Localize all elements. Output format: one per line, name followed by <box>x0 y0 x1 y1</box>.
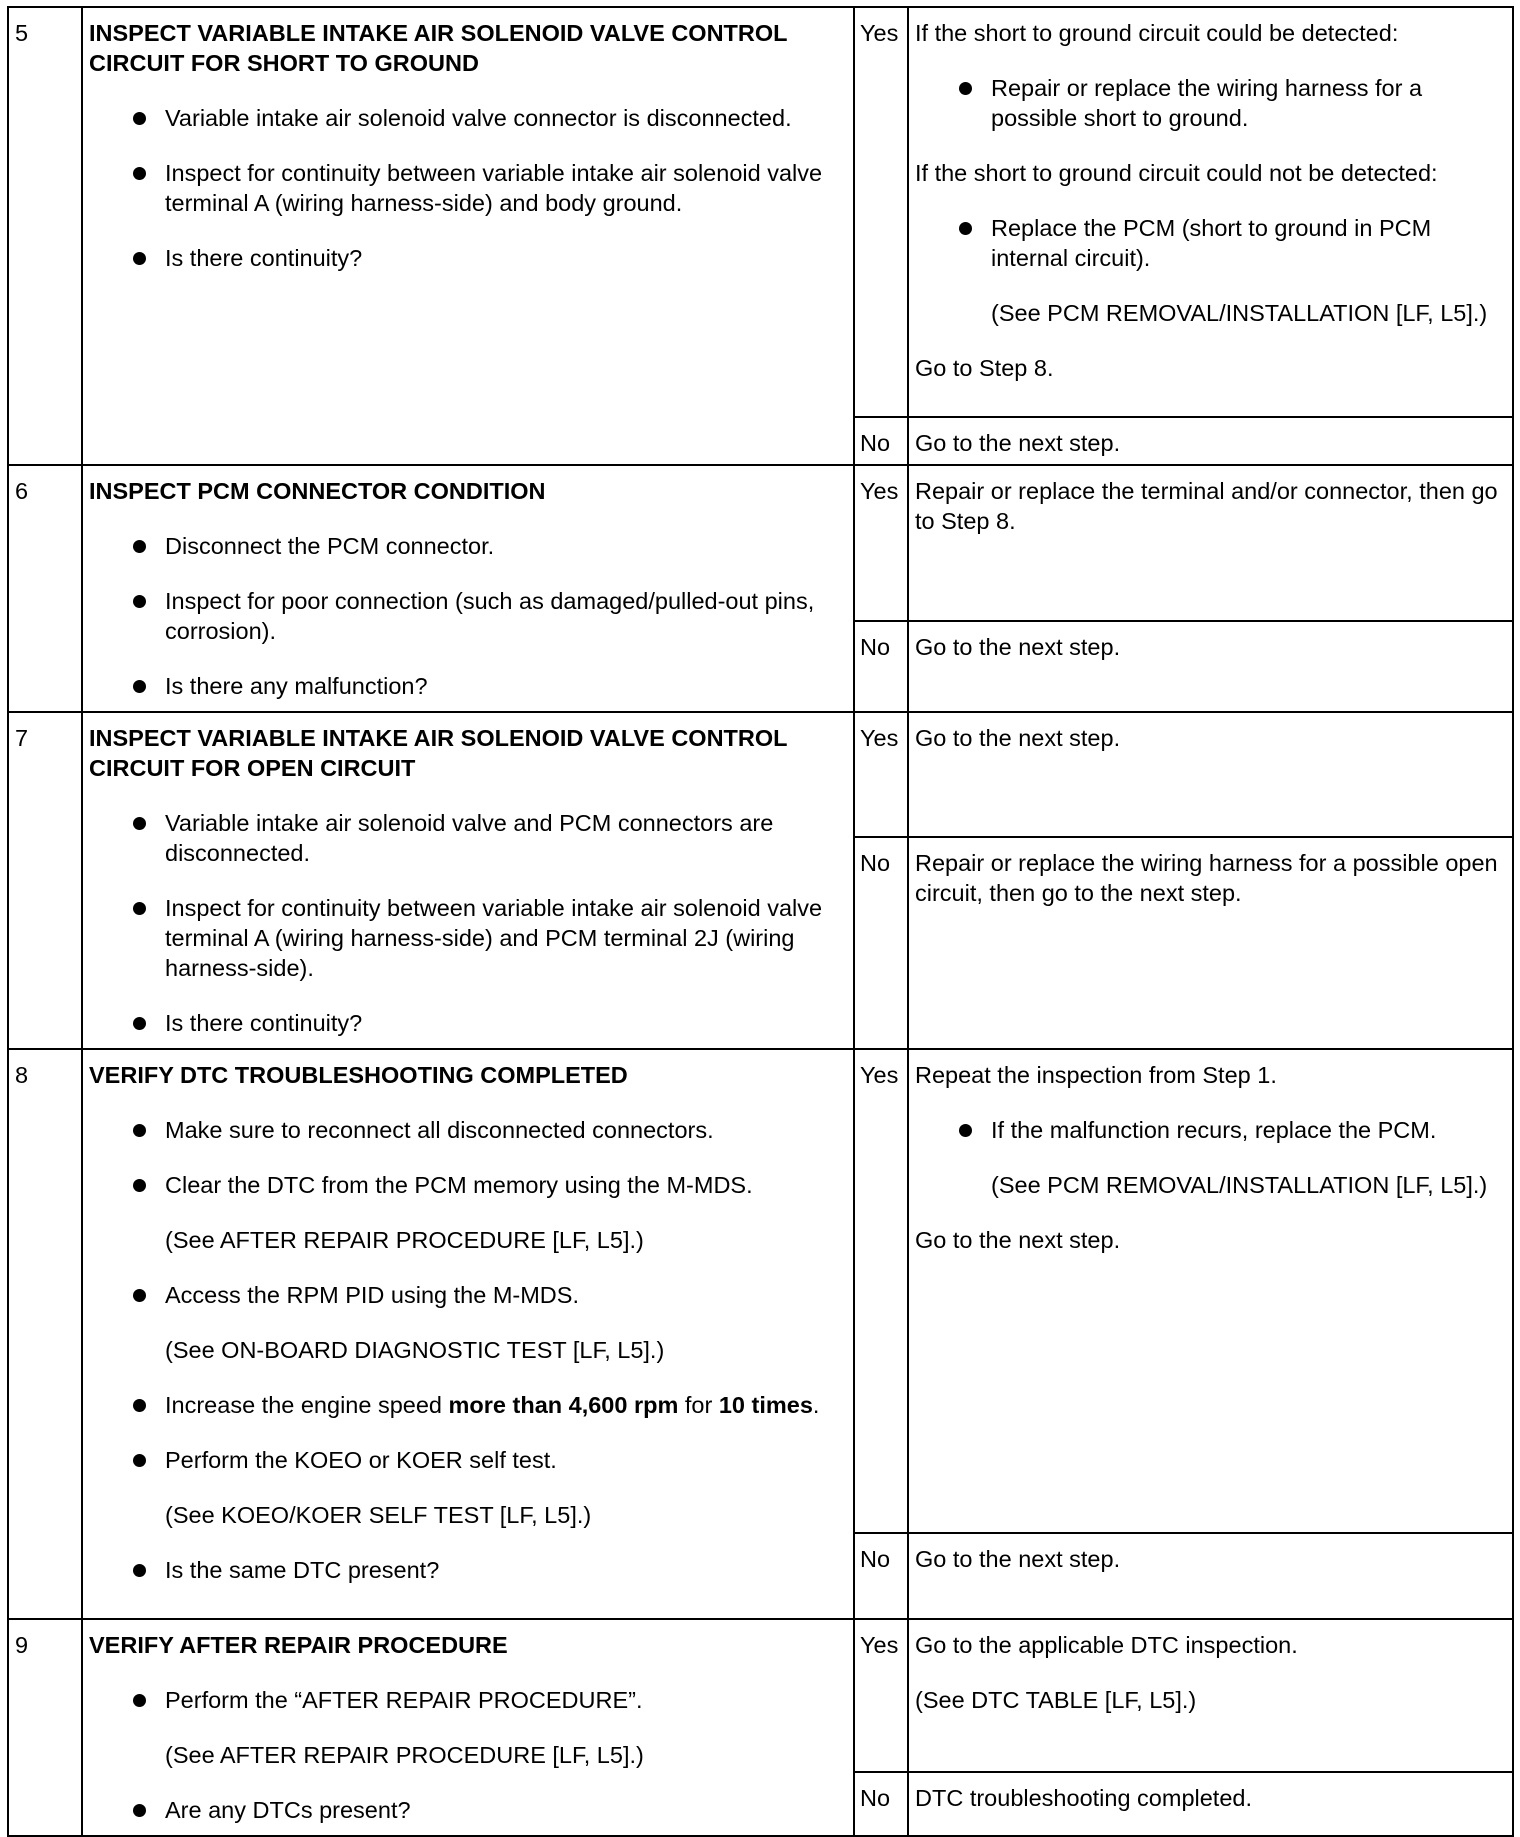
result-text: Repeat the inspection from Step 1. <box>915 1062 1277 1088</box>
step-action-cell <box>82 7 854 465</box>
step-5-yes-row <box>8 7 1513 417</box>
yes-label: Yes <box>854 1619 908 1772</box>
yes-result <box>908 1049 1513 1533</box>
action-item: Make sure to reconnect all disconnected connectors. <box>89 1115 843 1145</box>
no-label: No <box>854 1533 908 1619</box>
yes-label: Yes <box>854 465 908 621</box>
action-item <box>89 1390 843 1420</box>
step-action-cell <box>82 712 854 1049</box>
no-result: Go to the next step. <box>908 1533 1513 1619</box>
action-item: Inspect for continuity between variable intake air solenoid valve terminal A (wiring harness-side) and PCM terminal 2J (wiring harness-side). <box>89 893 843 983</box>
yes-label: Yes <box>854 7 908 417</box>
yes-result: Go to the next step. <box>908 712 1513 837</box>
step-action-cell <box>82 465 854 712</box>
result-text: Go to the next step. <box>915 1227 1121 1253</box>
yes-result <box>908 1619 1513 1772</box>
result-bullet: Replace the PCM (short to ground in PCM internal circuit). <box>915 213 1506 273</box>
action-item: Are any DTCs present? <box>89 1795 843 1825</box>
no-result: Go to the next step. <box>908 417 1513 465</box>
reference-text: (See PCM REMOVAL/INSTALLATION [LF, L5].) <box>991 1172 1488 1198</box>
reference-text: (See PCM REMOVAL/INSTALLATION [LF, L5].) <box>991 300 1488 326</box>
no-result: DTC troubleshooting completed. <box>908 1772 1513 1836</box>
text-run: Increase the engine speed <box>165 1392 449 1418</box>
step-number: 9 <box>8 1619 82 1836</box>
result-text: If the short to ground circuit could be detected: <box>915 20 1399 46</box>
action-item: Is there continuity? <box>89 1008 843 1038</box>
step-8-yes-row <box>8 1049 1513 1533</box>
reference-text: (See ON-BOARD DIAGNOSTIC TEST [LF, L5].) <box>165 1337 665 1363</box>
step-number: 6 <box>8 465 82 712</box>
step-number: 5 <box>8 7 82 465</box>
reference-text: (See DTC TABLE [LF, L5].) <box>915 1687 1197 1713</box>
yes-result <box>908 7 1513 417</box>
step-action-cell <box>82 1619 854 1836</box>
step-title: INSPECT VARIABLE INTAKE AIR SOLENOID VALVE CONTROL CIRCUIT FOR OPEN CIRCUIT <box>89 725 788 781</box>
result-text: If the short to ground circuit could not be detected: <box>915 160 1438 186</box>
bold-text: more than 4,600 rpm <box>448 1392 679 1418</box>
action-list <box>89 1115 843 1585</box>
reference-text: (See AFTER REPAIR PROCEDURE [LF, L5].) <box>165 1227 644 1253</box>
action-item: Disconnect the PCM connector. <box>89 531 843 561</box>
action-item: Inspect for poor connection (such as damaged/pulled-out pins, corrosion). <box>89 586 843 646</box>
yes-label: Yes <box>854 1049 908 1533</box>
no-result: Repair or replace the wiring harness for a possible open circuit, then go to the next step. <box>908 837 1513 1049</box>
no-label: No <box>854 417 908 465</box>
action-list <box>89 103 843 273</box>
yes-label: Yes <box>854 712 908 837</box>
result-text: Go to the applicable DTC inspection. <box>915 1632 1298 1658</box>
step-number: 8 <box>8 1049 82 1619</box>
action-item: Access the RPM PID using the M-MDS. <box>89 1280 843 1310</box>
result-bullet: Repair or replace the wiring harness for a possible short to ground. <box>915 73 1506 133</box>
no-label: No <box>854 1772 908 1836</box>
action-item: Clear the DTC from the PCM memory using the M-MDS. <box>89 1170 843 1200</box>
bold-text: 10 times <box>718 1392 813 1418</box>
step-9-yes-row <box>8 1619 1513 1772</box>
action-item: Is there any malfunction? <box>89 671 843 701</box>
no-label: No <box>854 837 908 1049</box>
text-run: for <box>678 1392 719 1418</box>
result-bullet: If the malfunction recurs, replace the PCM. <box>915 1115 1506 1145</box>
no-label: No <box>854 621 908 712</box>
reference-text: (See KOEO/KOER SELF TEST [LF, L5].) <box>165 1502 592 1528</box>
step-number: 7 <box>8 712 82 1049</box>
action-list <box>89 1685 843 1825</box>
action-list <box>89 808 843 1038</box>
action-item: Perform the “AFTER REPAIR PROCEDURE”. <box>89 1685 843 1715</box>
result-text: Go to Step 8. <box>915 355 1054 381</box>
step-title: INSPECT VARIABLE INTAKE AIR SOLENOID VALVE CONTROL CIRCUIT FOR SHORT TO GROUND <box>89 20 788 76</box>
action-item: Is the same DTC present? <box>89 1555 843 1585</box>
step-6-yes-row <box>8 465 1513 621</box>
reference-text: (See AFTER REPAIR PROCEDURE [LF, L5].) <box>165 1742 644 1768</box>
text-run: . <box>812 1392 820 1418</box>
diagnostic-procedure-table <box>7 6 1514 1837</box>
step-title: VERIFY DTC TROUBLESHOOTING COMPLETED <box>89 1062 628 1088</box>
step-title: VERIFY AFTER REPAIR PROCEDURE <box>89 1632 508 1658</box>
step-title: INSPECT PCM CONNECTOR CONDITION <box>89 478 546 504</box>
no-result: Go to the next step. <box>908 621 1513 712</box>
action-list <box>89 531 843 701</box>
action-item: Variable intake air solenoid valve and PCM connectors are disconnected. <box>89 808 843 868</box>
step-7-yes-row <box>8 712 1513 837</box>
action-item: Is there continuity? <box>89 243 843 273</box>
yes-result: Repair or replace the terminal and/or connector, then go to Step 8. <box>908 465 1513 621</box>
action-item: Variable intake air solenoid valve connector is disconnected. <box>89 103 843 133</box>
action-item: Perform the KOEO or KOER self test. <box>89 1445 843 1475</box>
step-action-cell <box>82 1049 854 1619</box>
action-item: Inspect for continuity between variable intake air solenoid valve terminal A (wiring harness-side) and body ground. <box>89 158 843 218</box>
